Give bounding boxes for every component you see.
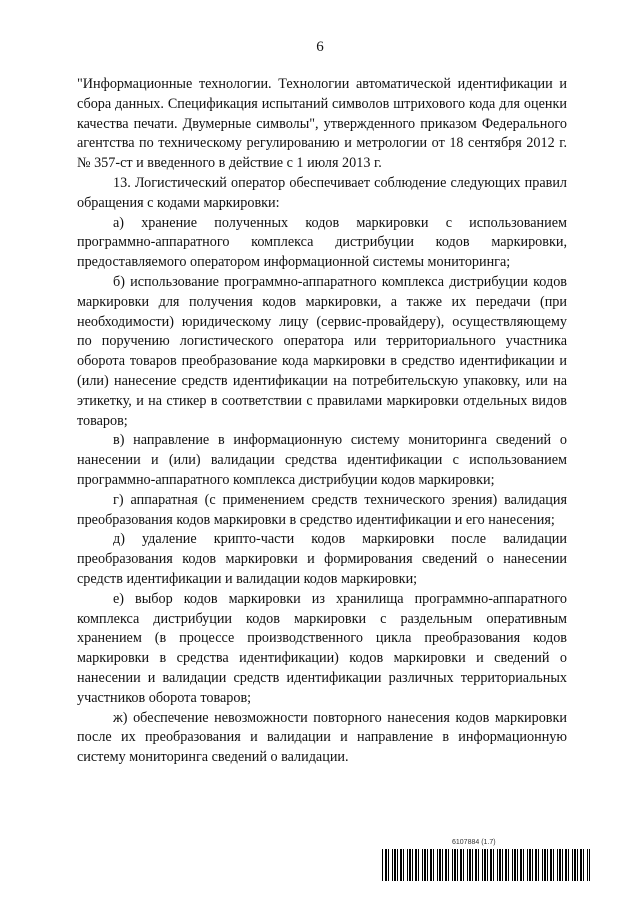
paragraph-subitem-a: а) хранение полученных кодов маркировки с использованием программно-аппаратного комплекса дистрибуции кодов маркировки, предоставляемого оператором информационной системы мониторинга; xyxy=(77,214,567,271)
paragraph-subitem-d: д) удаление крипто-части кодов маркировки после валидации преобразования кодов маркировки и формирования сведений о нанесении средств идентификации и валидации кодов маркировки; xyxy=(77,531,567,587)
paragraph-subitem-v: в) направление в информационную систему мониторинга сведений о нанесении и (или) валидации средства идентификации с использованием программно-аппаратного комплекса дистрибуции кодов маркировки; xyxy=(77,432,567,488)
paragraph-subitem-g: г) аппаратная (с применением средств технического зрения) валидация преобразования кодов маркировки в средство идентификации и его нанесения; xyxy=(77,491,567,528)
document-body xyxy=(77,75,567,768)
stamp-code: 6107884 (1.7) xyxy=(452,839,496,846)
barcode-icon xyxy=(382,849,590,881)
paragraph-intro-continuation: "Информационные технологии. Технологии автоматической идентификации и сбора данных. Спецификация испытаний символов штрихового кода для оценки качества печати. Двумерные символы", утвержденного приказом Федерального агентства по техническому регулированию и метрологии от 18 сентября 2012 г. № 357-ст и введенного в действие с 1 июля 2013 г. xyxy=(77,76,567,172)
paragraph-item-13: 13. Логистический оператор обеспечивает соблюдение следующих правил обращения с кодами маркировки: xyxy=(77,174,567,211)
paragraph-subitem-e: е) выбор кодов маркировки из хранилища программно-аппаратного комплекса дистрибуции кодов маркировки с раздельным оперативным хранением (в процессе производственного цикла преобразования кодов маркировки в средства идентификации) кодов маркировки и сведений о нанесении и валидации средств идентификации различных территориальных участников оборота товаров; xyxy=(77,590,567,706)
page-number: 6 xyxy=(316,39,324,55)
paragraph-subitem-b: б) использование программно-аппаратного комплекса дистрибуции кодов маркировки для получения кодов маркировки, а также их передачи (при необходимости) юридическому лицу (сервис-провайдеру), осуществляющему по поручению логистического оператора или территориального участника оборота товаров преобразование кода маркировки в средство идентификации и (или) нанесение средств идентификации на потребительскую упаковку, или на этикетку, и на стикер в соответствии с правилами маркировки отдельных видов товаров; xyxy=(77,273,567,429)
document-stamp xyxy=(382,838,590,888)
paragraph-subitem-zh: ж) обеспечение невозможности повторного нанесения кодов маркировки после их преобразования и валидации и направление в информационную систему мониторинга сведений о валидации. xyxy=(77,709,567,766)
